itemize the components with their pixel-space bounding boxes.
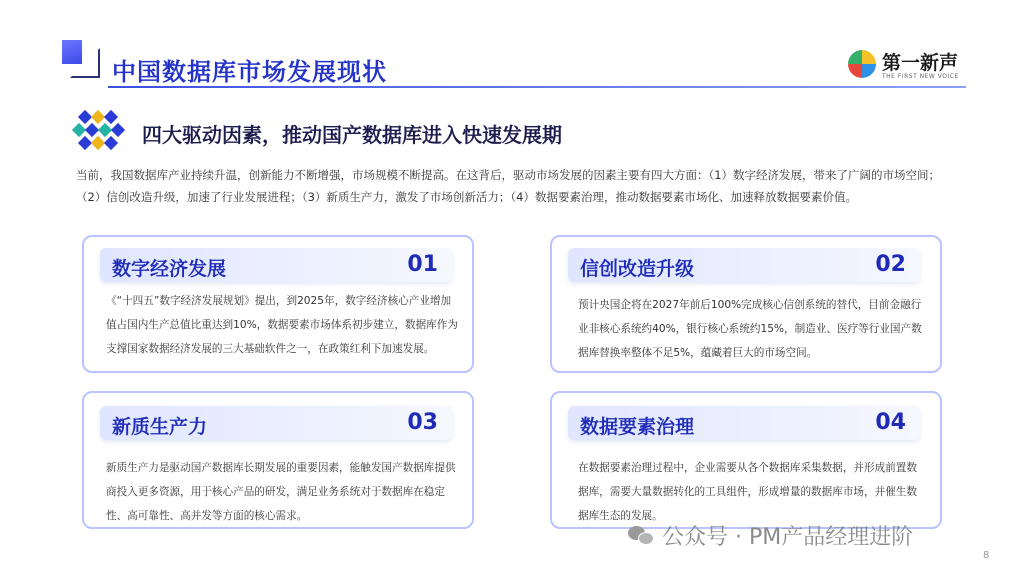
header-divider: [108, 86, 966, 88]
card-xinchuang-upgrade: [550, 235, 942, 373]
card-new-quality-productivity: [82, 391, 474, 529]
card-title: 新质生产力: [112, 416, 208, 438]
logo-subtitle: THE FIRST NEW VOICE: [882, 73, 959, 80]
brand-logo: [848, 48, 966, 82]
title-corner-decoration: [62, 40, 106, 84]
section-title: 四大驱动因素，推动国产数据库进入快速发展期: [142, 123, 562, 147]
card-title: 信创改造升级: [580, 258, 695, 280]
card-number: 03: [407, 410, 438, 435]
card-header: [100, 406, 452, 440]
card-number: 04: [875, 410, 906, 435]
card-header: [568, 406, 920, 440]
card-title: 数字经济发展: [112, 258, 227, 280]
page-title: 中国数据库市场发展现状: [112, 58, 387, 86]
card-header: [568, 248, 920, 282]
card-body: 新质生产力是驱动国产数据库长期发展的重要因素，能触发国产数据库提供商投入更多资源，用于核心产品的研发，满足业务系统对于数据库在稳定性、高可靠性、高并发等方面的核心需求。: [106, 462, 456, 522]
page-number: 8: [983, 550, 990, 561]
watermark-text: 公众号 · PM产品经理进阶: [662, 525, 914, 550]
card-body: 预计央国企将在2027年前后100%完成核心信创系统的替代，目前金融行业非核心系统约40%，银行核心系统约15%，制造业、医疗等行业国产数据库替换率整体不足5%，蕴藏着巨大的市场空间。: [578, 299, 922, 359]
logo-icon: [848, 50, 876, 78]
diamond-cluster-icon: [74, 110, 124, 154]
intro-paragraph: 当前，我国数据库产业持续升温，创新能力不断增强，市场规模不断提高。在这背后，驱动市场发展的因素主要有四大方面：（1）数字经济发展，带来了广阔的市场空间；（2）信创改造升级，加速了行业发展进程；（3）新质生产力，激发了市场创新活力；（4）数据要素治理，推动数据要素市场化、加速释放数据要素价值。: [76, 168, 941, 204]
card-data-governance: [550, 391, 942, 529]
card-digital-economy: [82, 235, 474, 373]
card-body: 在数据要素治理过程中，企业需要从各个数据库采集数据，并形成前置数据库，需要大量数据转化的工具组件，形成增量的数据库市场，并催生数据库生态的发展。: [578, 462, 917, 522]
card-number: 02: [875, 252, 906, 277]
card-body: 《“十四五”数字经济发展规划》提出，到2025年，数字经济核心产业增加值占国内生产总值比重达到10%，数据要素市场体系初步建立，数据库作为支撑国家数据经济发展的三大基础软件之一，在政策红利下加速发展。: [106, 295, 458, 355]
card-header: [100, 248, 452, 282]
card-title: 数据要素治理: [580, 416, 695, 438]
wechat-icon: [628, 522, 654, 548]
card-number: 01: [407, 252, 438, 277]
logo-text: 第一新声: [882, 52, 959, 74]
